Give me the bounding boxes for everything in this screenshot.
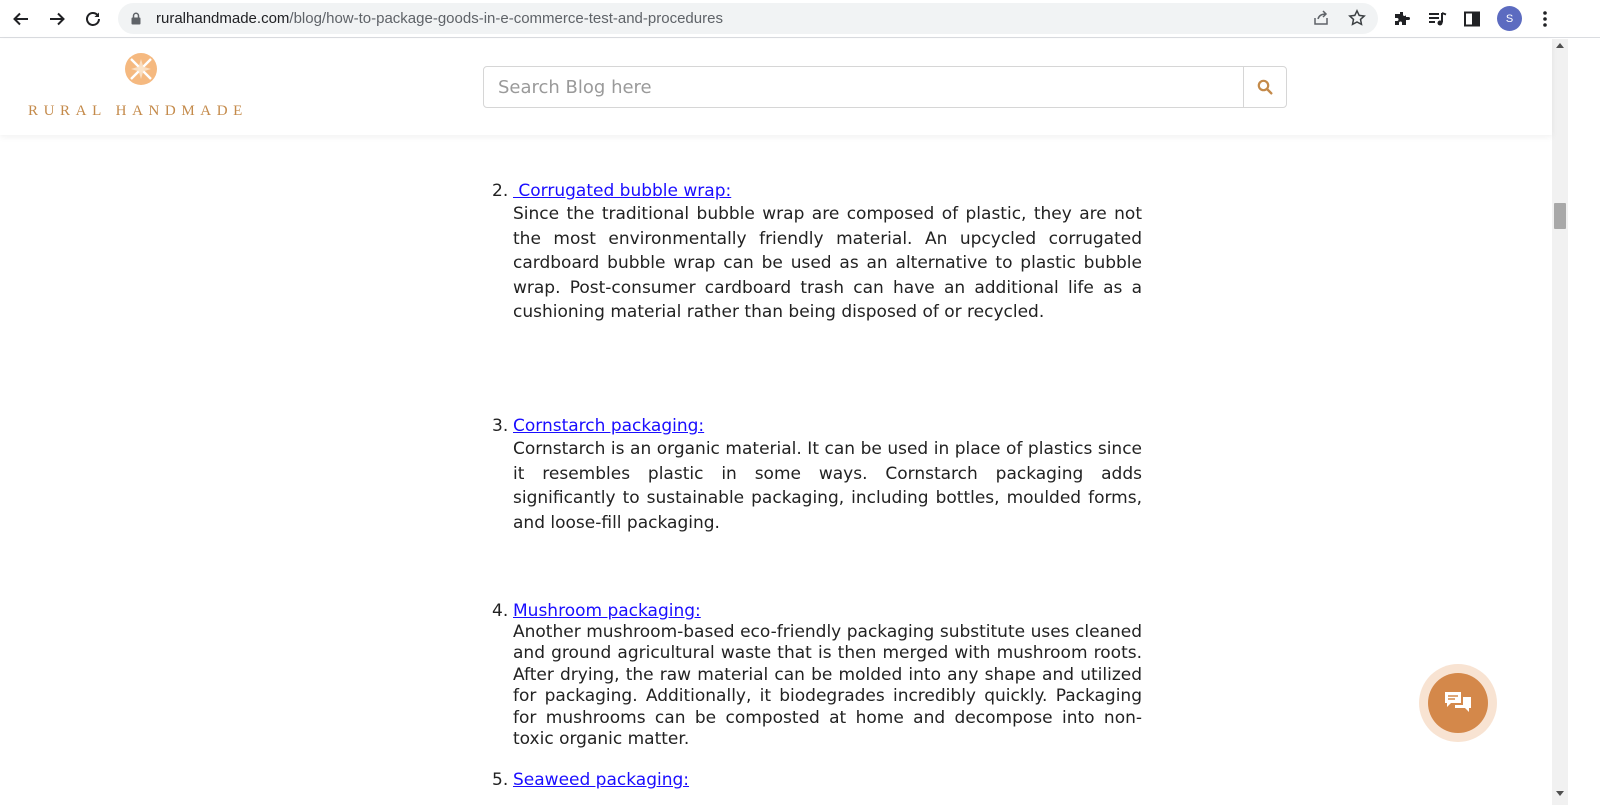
item-number: 3. bbox=[492, 416, 509, 436]
item-body: Since the traditional bubble wrap are composed of plastic, they are not the most environmentally friendly material. An upcycled corrugated cardboard bubble wrap can be used as an alternative to plastic bubble wrap. Post-consumer cardboard trash can have an additional life as a cushioning material rather than being disposed of or recycled. bbox=[513, 204, 1142, 322]
list-item bbox=[492, 180, 1144, 325]
url-text[interactable] bbox=[156, 10, 723, 27]
list-item bbox=[492, 415, 1144, 535]
extensions-icon[interactable] bbox=[1390, 7, 1414, 31]
chat-button[interactable] bbox=[1428, 673, 1488, 733]
list-item bbox=[492, 769, 1144, 791]
logo-text: RURAL HANDMADE bbox=[28, 103, 248, 119]
item-title-link[interactable]: Seaweed packaging: bbox=[513, 770, 690, 790]
star-icon[interactable] bbox=[1347, 8, 1367, 28]
scroll-thumb[interactable] bbox=[1554, 203, 1566, 229]
lock-icon bbox=[131, 12, 141, 25]
share-icon[interactable] bbox=[1311, 8, 1331, 28]
list-item bbox=[492, 600, 1144, 750]
media-icon[interactable] bbox=[1425, 7, 1449, 31]
forward-arrow-icon bbox=[48, 10, 66, 28]
profile-initial: S bbox=[1505, 12, 1514, 25]
forward-button[interactable] bbox=[44, 6, 70, 32]
search-input[interactable] bbox=[484, 67, 1244, 107]
back-button[interactable] bbox=[8, 6, 34, 32]
side-panel-icon[interactable] bbox=[1460, 7, 1484, 31]
item-title-link[interactable]: Corrugated bubble wrap: bbox=[513, 181, 732, 201]
reload-button[interactable] bbox=[80, 6, 106, 32]
url-host: ruralhandmade.com bbox=[156, 10, 290, 27]
address-bar[interactable] bbox=[118, 3, 1378, 34]
item-number: 2. bbox=[492, 181, 509, 201]
item-title-link[interactable]: Cornstarch packaging: bbox=[513, 416, 705, 436]
page-scrollbar[interactable] bbox=[1552, 39, 1568, 805]
profile-avatar[interactable] bbox=[1497, 6, 1522, 31]
item-number: 4. bbox=[492, 601, 509, 621]
url-path: /blog/how-to-package-goods-in-e-commerce-test-and-procedures bbox=[289, 10, 723, 27]
item-body: Another mushroom-based eco-friendly packaging substitute uses cleaned and ground agricultural waste that is then merged with mushroom roots. After drying, the raw material can be molded into any shape and utilized for packaging. Additionally, it biodegrades incredibly quickly. Packaging for mushrooms can be composted at home and decompose into non-toxic organic matter. bbox=[513, 622, 1142, 750]
site-logo[interactable] bbox=[28, 49, 258, 119]
item-body: Cornstarch is an organic material. It can be used in place of plastics since it resembles plastic in some ways. Cornstarch packaging adds significantly to sustainable packaging, including bottles, moulded forms, and loose-fill packaging. bbox=[513, 439, 1142, 533]
search-icon bbox=[1257, 79, 1273, 95]
item-title-link[interactable]: Mushroom packaging: bbox=[513, 601, 701, 621]
menu-icon[interactable] bbox=[1533, 7, 1557, 31]
blog-search bbox=[483, 66, 1287, 108]
scroll-down-arrow-icon[interactable] bbox=[1556, 791, 1564, 796]
scroll-up-arrow-icon[interactable] bbox=[1556, 43, 1564, 48]
site-header bbox=[0, 39, 1552, 135]
search-button[interactable] bbox=[1243, 67, 1286, 107]
reload-icon bbox=[84, 10, 102, 28]
browser-toolbar bbox=[0, 0, 1600, 38]
logo-mark-icon bbox=[124, 52, 158, 86]
chat-icon bbox=[1443, 689, 1473, 717]
back-arrow-icon bbox=[12, 10, 30, 28]
article-content bbox=[0, 135, 1552, 805]
item-number: 5. bbox=[492, 770, 509, 790]
